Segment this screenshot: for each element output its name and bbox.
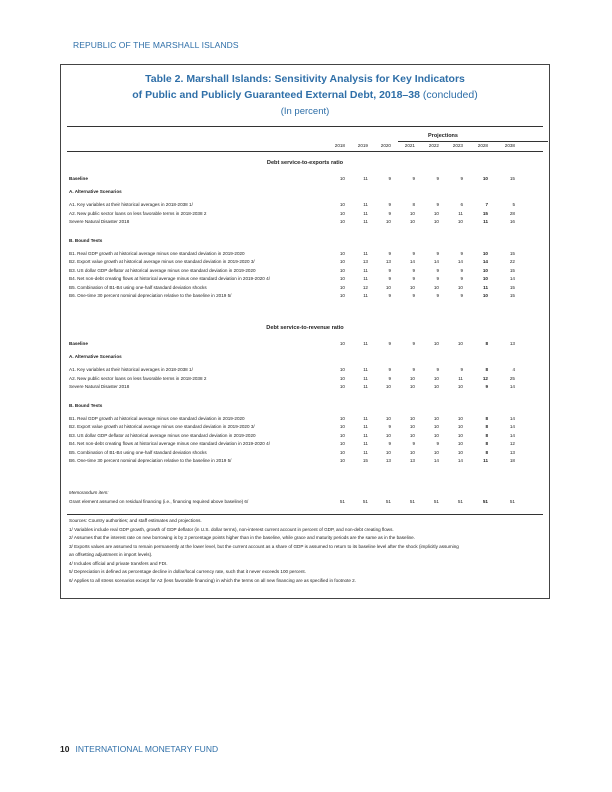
cell-value: 51 [385, 499, 391, 504]
cell-value: 8 [485, 415, 488, 421]
cell-value: 9 [436, 250, 439, 256]
cell-value: 11 [363, 424, 368, 429]
cell-value: 10 [339, 259, 345, 264]
cell-value: 10 [339, 210, 345, 216]
cell-value: 9 [388, 202, 391, 207]
cell-value: 11 [483, 219, 488, 224]
cell-value: 9 [436, 176, 439, 181]
projections-label: Projections [428, 133, 458, 139]
cell-value: 11 [483, 458, 488, 463]
cell-value: 10 [433, 219, 439, 224]
cell-value: 10 [433, 432, 439, 438]
cell-value: 10 [339, 424, 345, 429]
cell-value: 25 [509, 375, 515, 381]
cell-value: 10 [482, 293, 488, 298]
cell-value: 10 [409, 384, 415, 389]
row-label: Grant element assumed on residual financing (i.e., financing required above baseline) 6/ [69, 499, 249, 504]
cell-value: 9 [388, 176, 391, 181]
cell-value: 14 [509, 415, 515, 421]
cell-value: 10 [339, 441, 345, 446]
cell-value: 8 [485, 367, 488, 372]
year-header: 2020 [380, 143, 391, 148]
note-line: 4/ Includes official and private transfers and FDI. [69, 560, 168, 566]
row-label: Baseline [69, 176, 88, 181]
year-header: 2028 [477, 143, 488, 148]
cell-value: 8 [485, 441, 488, 446]
row-label: Severe Natural Disaster 2018 [69, 219, 130, 224]
row-label: B3. US dollar GDP deflator at historical average minus one standard deviation in 2019-2020 [69, 267, 256, 273]
cell-value: 10 [433, 341, 439, 346]
cell-value: 9 [412, 267, 415, 273]
table-row [61, 441, 551, 448]
cell-value: 11 [458, 375, 463, 381]
cell-value: 16 [509, 219, 515, 224]
cell-value: 8 [485, 449, 488, 455]
table-row [61, 458, 551, 465]
row-label: B2. Export value growth at historical average minus one standard deviation in 2019-2020 3/ [69, 259, 255, 264]
page-footer [60, 744, 218, 754]
cell-value: 10 [409, 424, 415, 429]
cell-value: 10 [433, 210, 439, 216]
cell-value: 10 [433, 284, 439, 290]
cell-value: 9 [388, 293, 391, 298]
row-label: A1. Key variables at their historical averages in 2018-2038 1/ [69, 367, 193, 372]
cell-value: 9 [388, 267, 391, 273]
cell-value: 9 [460, 250, 463, 256]
cell-value: 10 [433, 424, 439, 429]
cell-value: 15 [509, 293, 515, 298]
cell-value: 51 [509, 499, 515, 504]
cell-value: 10 [339, 219, 345, 224]
table-subtitle: (In percent) [280, 106, 330, 117]
table-row [61, 268, 551, 275]
cell-value: 10 [339, 432, 345, 438]
cell-value: 10 [409, 210, 415, 216]
cell-value: 8 [485, 424, 488, 429]
cell-value: 9 [388, 441, 391, 446]
cell-value: 10 [339, 384, 345, 389]
row-label: A2. New public sector loans on less favorable terms in 2018-2038 2 [69, 210, 207, 216]
cell-value: 9 [388, 367, 391, 372]
note-line: 2/ Assumes that the interest rate on new borrowing is by 2 percentage points higher than in the baseline, while grace and maturity periods are the same as in the baseline. [69, 535, 416, 540]
cell-value: 18 [509, 458, 515, 463]
cell-value: 22 [509, 259, 515, 264]
cell-value: 11 [363, 276, 368, 281]
table-row [61, 341, 551, 348]
cell-value: 10 [457, 284, 463, 290]
table-row [61, 450, 551, 457]
row-label: B6. One-time 30 percent nominal depreciation relative to the baseline in 2019 5/ [69, 458, 232, 463]
note-line: 3/ Exports values are assumed to remain permanently at the lower level, but the current account as a share of GDP is assumed to return to its baseline level after the shock (implicitly assuming [69, 543, 459, 549]
cell-value: 12 [362, 284, 368, 290]
cell-value: 10 [339, 415, 345, 421]
year-header: 2019 [357, 143, 368, 148]
row-label: B2. Export value growth at historical average minus one standard deviation in 2019-2020 3/ [69, 424, 255, 429]
cell-value: 11 [458, 210, 463, 216]
note-line: 1/ Variables include real GDP growth, growth of GDP deflator (in U.S. dollar terms), non-interest current account in percent of GDP, and non-debt creating flows. [69, 526, 394, 532]
cell-value: 8 [412, 202, 415, 207]
cell-value: 9 [460, 176, 463, 181]
table-row [61, 176, 551, 183]
year-header: 2023 [452, 143, 463, 148]
cell-value: 11 [363, 441, 368, 446]
table-notes [69, 517, 545, 585]
table-row [61, 293, 551, 300]
cell-value: 13 [509, 341, 515, 346]
row-label: B3. US dollar GDP deflator at historical average minus one standard deviation in 2019-2020 [69, 432, 256, 438]
cell-value: 10 [433, 415, 439, 421]
cell-value: 9 [436, 267, 439, 273]
cell-value: 8 [485, 341, 488, 346]
cell-value: 51 [433, 499, 439, 504]
cell-value: 14 [409, 259, 415, 264]
cell-value: 10 [409, 284, 415, 290]
cell-value: 51 [362, 499, 368, 504]
cell-value: 9 [388, 375, 391, 381]
table-row [61, 376, 551, 383]
cell-value: 10 [433, 375, 439, 381]
cell-value: 10 [385, 284, 391, 290]
cell-value: 11 [363, 432, 368, 438]
cell-value: 10 [385, 432, 391, 438]
cell-value: 51 [482, 499, 488, 504]
cell-value: 10 [339, 284, 345, 290]
cell-value: 11 [363, 176, 368, 181]
table-row [61, 285, 551, 292]
year-header: 2021 [404, 143, 415, 148]
cell-value: 14 [433, 259, 439, 264]
year-header: 2038 [504, 143, 515, 148]
cell-value: 11 [363, 219, 368, 224]
table-row [61, 367, 551, 374]
cell-value: 15 [509, 250, 515, 256]
cell-value: 13 [362, 259, 368, 264]
cell-value: 4 [512, 367, 515, 372]
cell-value: 9 [388, 276, 391, 281]
cell-value: 14 [509, 432, 515, 438]
table-row [61, 202, 551, 209]
row-label: B5. Combination of B1-B4 using one-half standard deviation shocks [69, 284, 207, 290]
cell-value: 13 [509, 449, 515, 455]
cell-value: 14 [457, 458, 463, 463]
cell-value: 14 [509, 424, 515, 429]
cell-value: 10 [457, 415, 463, 421]
cell-value: 11 [363, 202, 368, 207]
cell-value: 15 [509, 176, 515, 181]
cell-value: 9 [436, 367, 439, 372]
cell-value: 6 [460, 202, 463, 207]
cell-value: 51 [409, 499, 415, 504]
row-label: A2. New public sector loans on less favorable terms in 2018-2038 2 [69, 375, 207, 381]
cell-value: 10 [457, 441, 463, 446]
group-title: A. Alternative Scenarios [69, 189, 122, 194]
year-header: 2018 [334, 143, 345, 148]
cell-value: 10 [339, 367, 345, 372]
cell-value: 14 [509, 384, 515, 389]
section-title: Debt service-to-exports ratio [266, 160, 344, 166]
group-title: B. Bound Tests [69, 237, 103, 243]
row-label: B1. Real GDP growth at historical average minus one standard deviation in 2019-2020 [69, 250, 245, 256]
table-row [61, 259, 551, 266]
table-title-line2 [61, 89, 549, 101]
year-header-row [61, 143, 551, 151]
cell-value: 10 [339, 250, 345, 256]
cell-value: 10 [433, 449, 439, 455]
cell-value: 11 [363, 384, 368, 389]
cell-value: 9 [460, 367, 463, 372]
cell-value: 11 [363, 449, 368, 455]
cell-value: 10 [457, 219, 463, 224]
cell-value: 9 [412, 341, 415, 346]
cell-value: 9 [412, 441, 415, 446]
cell-value: 9 [436, 202, 439, 207]
note-line: 5/ Depreciation is defined as percentage decline in dollar/local currency rate, such that it never exceeds 100 percent. [69, 569, 306, 574]
cell-value: 10 [409, 432, 415, 438]
group-title: B. Bound Tests [69, 402, 103, 408]
row-label: B1. Real GDP growth at historical average minus one standard deviation in 2019-2020 [69, 415, 245, 421]
cell-value: 11 [363, 375, 368, 381]
cell-value: 51 [339, 499, 345, 504]
cell-value: 10 [385, 415, 391, 421]
cell-value: 9 [388, 210, 391, 216]
cell-value: 9 [436, 276, 439, 281]
cell-value: 9 [388, 250, 391, 256]
cell-value: 10 [339, 176, 345, 181]
cell-value: 12 [509, 441, 515, 446]
table-title-line2-suffix: (concluded) [419, 89, 478, 101]
cell-value: 14 [457, 259, 463, 264]
cell-value: 11 [363, 267, 368, 273]
cell-value: 9 [412, 250, 415, 256]
cell-value: 10 [457, 432, 463, 438]
cell-value: 11 [363, 367, 368, 372]
cell-value: 15 [362, 458, 368, 463]
table-frame [60, 64, 550, 599]
table-row [61, 416, 551, 423]
cell-value: 7 [485, 202, 488, 207]
row-label: A1. Key variables at their historical averages in 2018-2038 1/ [69, 202, 193, 207]
footer-org: INTERNATIONAL MONETARY FUND [75, 744, 219, 754]
cell-value: 13 [385, 259, 391, 264]
year-header-rule [67, 151, 543, 152]
cell-value: 15 [509, 267, 515, 273]
table-title-line2-bold: of Public and Publicly Guaranteed External Debt, 2018–38 [132, 89, 420, 101]
cell-value: 15 [509, 284, 515, 290]
table-row [61, 219, 551, 226]
cell-value: 10 [385, 384, 391, 389]
cell-value: 9 [460, 293, 463, 298]
cell-value: 9 [436, 441, 439, 446]
memo-label: Memorandum item: [69, 490, 109, 495]
cell-value: 9 [388, 341, 391, 346]
cell-value: 14 [433, 458, 439, 463]
cell-value: 13 [385, 458, 391, 463]
year-header: 2022 [428, 143, 439, 148]
cell-value: 11 [363, 210, 368, 216]
cell-value: 10 [339, 267, 345, 273]
cell-value: 9 [436, 293, 439, 298]
cell-value: 11 [363, 415, 368, 421]
row-label: B6. One-time 30 percent nominal depreciation relative to the baseline in 2019 5/ [69, 293, 232, 298]
cell-value: 10 [385, 449, 391, 455]
cell-value: 10 [457, 384, 463, 389]
cell-value: 10 [433, 384, 439, 389]
cell-value: 10 [409, 449, 415, 455]
cell-value: 14 [482, 259, 488, 264]
cell-value: 10 [457, 424, 463, 429]
table-row [61, 433, 551, 440]
cell-value: 10 [339, 458, 345, 463]
table-row [61, 424, 551, 431]
cell-value: 10 [482, 267, 488, 273]
note-line: an offsetting adjustment in import levels). [69, 552, 153, 557]
row-label: B4. Net non-debt creating flows at historical average minus one standard deviation in 2019-2020 4/ [69, 276, 270, 281]
cell-value: 10 [339, 341, 345, 346]
cell-value: 10 [339, 202, 345, 207]
projections-underline [398, 141, 548, 142]
cell-value: 10 [482, 176, 488, 181]
note-line: 6/ Applies to all stress scenarios except for A2 (less favorable financing) in which the terms on all new financing are as specified in footnote 2. [69, 577, 357, 583]
cell-value: 10 [339, 375, 345, 381]
cell-value: 10 [339, 293, 345, 298]
cell-value: 10 [385, 219, 391, 224]
cell-value: 9 [460, 276, 463, 281]
cell-value: 10 [457, 449, 463, 455]
row-label: Baseline [69, 341, 88, 346]
group-title: A. Alternative Scenarios [69, 354, 122, 359]
cell-value: 9 [485, 384, 488, 389]
cell-value: 11 [363, 250, 368, 256]
cell-value: 10 [482, 276, 488, 281]
cell-value: 9 [412, 176, 415, 181]
row-label: B4. Net non-debt creating flows at historical average minus one standard deviation in 2019-2020 4/ [69, 441, 270, 446]
cell-value: 10 [457, 341, 463, 346]
report-header: REPUBLIC OF THE MARSHALL ISLANDS [73, 40, 239, 50]
table-row [61, 499, 551, 506]
cell-value: 51 [457, 499, 463, 504]
cell-value: 12 [482, 375, 488, 381]
cell-value: 8 [485, 432, 488, 438]
table-title: Table 2. Marshall Islands: Sensitivity Analysis for Key Indicators [145, 73, 465, 85]
row-label: Severe Natural Disaster 2018 [69, 384, 130, 389]
cell-value: 11 [483, 284, 488, 290]
cell-value: 14 [509, 276, 515, 281]
cell-value: 9 [412, 293, 415, 298]
cell-value: 9 [388, 424, 391, 429]
cell-value: 28 [509, 210, 515, 216]
cell-value: 15 [482, 210, 488, 216]
cell-value: 13 [409, 458, 415, 463]
table-row [61, 211, 551, 218]
notes-rule [67, 514, 543, 515]
cell-value: 10 [482, 250, 488, 256]
table-row [61, 276, 551, 283]
cell-value: 5 [512, 202, 515, 207]
table-row [61, 251, 551, 258]
row-label: B5. Combination of B1-B4 using one-half standard deviation shocks [69, 449, 207, 455]
cell-value: 10 [339, 276, 345, 281]
cell-value: 9 [412, 367, 415, 372]
cell-value: 11 [363, 341, 368, 346]
cell-value: 9 [460, 267, 463, 273]
cell-value: 10 [409, 415, 415, 421]
cell-value: 10 [409, 219, 415, 224]
cell-value: 10 [409, 375, 415, 381]
section-title: Debt service-to-revenue ratio [266, 325, 344, 331]
cell-value: 10 [339, 449, 345, 455]
table-row [61, 384, 551, 391]
cell-value: 11 [363, 293, 368, 298]
page-number: 10 [60, 744, 70, 754]
header-rule [67, 126, 543, 127]
cell-value: 9 [412, 276, 415, 281]
note-line: Sources: Country authorities; and staff estimates and projections. [69, 518, 202, 523]
